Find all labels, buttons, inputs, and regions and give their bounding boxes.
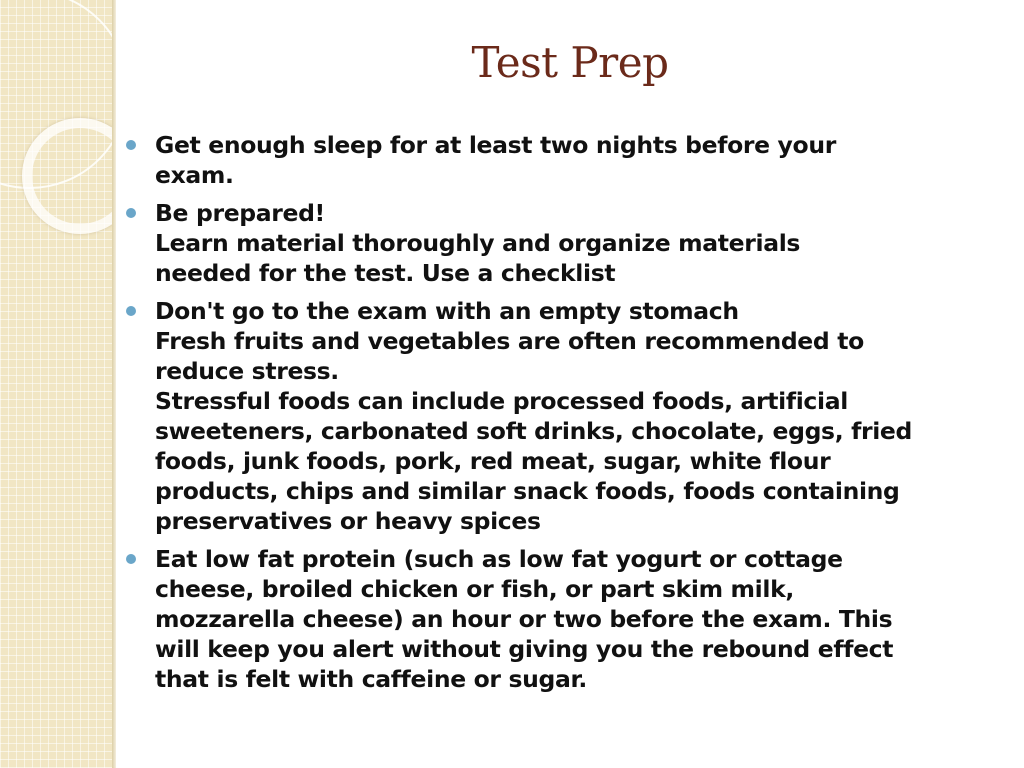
bullet-list: [126, 130, 1006, 702]
bullet-dot-icon: [126, 554, 136, 564]
bullet-text-line: Get enough sleep for at least two nights before your: [155, 131, 836, 159]
side-panel-edge: [112, 0, 116, 768]
bullet-text-line: sweeteners, carbonated soft drinks, chocolate, eggs, fried: [155, 417, 912, 445]
bullet-item: [126, 296, 1006, 536]
bullet-text-line: reduce stress.: [155, 357, 339, 385]
bullet-text-line: Don't go to the exam with an empty stomach: [155, 297, 739, 325]
bullet-text-line: preservatives or heavy spices: [155, 507, 541, 535]
bullet-text-line: will keep you alert without giving you the rebound effect: [155, 635, 894, 663]
bullet-text-line: mozzarella cheese) an hour or two before the exam. This: [155, 605, 893, 633]
bullet-dot-icon: [126, 306, 136, 316]
slide-title: Test Prep: [471, 38, 669, 87]
bullet-text-line: Stressful foods can include processed foods, artificial: [155, 387, 848, 415]
bullet-text-line: Eat low fat protein (such as low fat yogurt or cottage: [155, 545, 843, 573]
bullet-text-line: products, chips and similar snack foods, foods containing: [155, 477, 900, 505]
bullet-text-line: needed for the test. Use a checklist: [155, 259, 616, 287]
bullet-dot-icon: [126, 208, 136, 218]
bullet-item: [126, 130, 1006, 190]
bullet-text-line: that is felt with caffeine or sugar.: [155, 665, 587, 693]
bullet-text-line: Learn material thoroughly and organize materials: [155, 229, 801, 257]
bullet-text-line: exam.: [155, 161, 234, 189]
bullet-text-line: Be prepared!: [155, 199, 325, 227]
bullet-text-line: cheese, broiled chicken or fish, or part skim milk,: [155, 575, 794, 603]
bullet-item: [126, 198, 1006, 288]
bullet-dot-icon: [126, 140, 136, 150]
bullet-text-line: Fresh fruits and vegetables are often recommended to: [155, 327, 864, 355]
bullet-text-line: foods, junk foods, pork, red meat, sugar, white flour: [155, 447, 831, 475]
bullet-item: [126, 544, 1006, 694]
decorative-side-panel: [0, 0, 112, 768]
